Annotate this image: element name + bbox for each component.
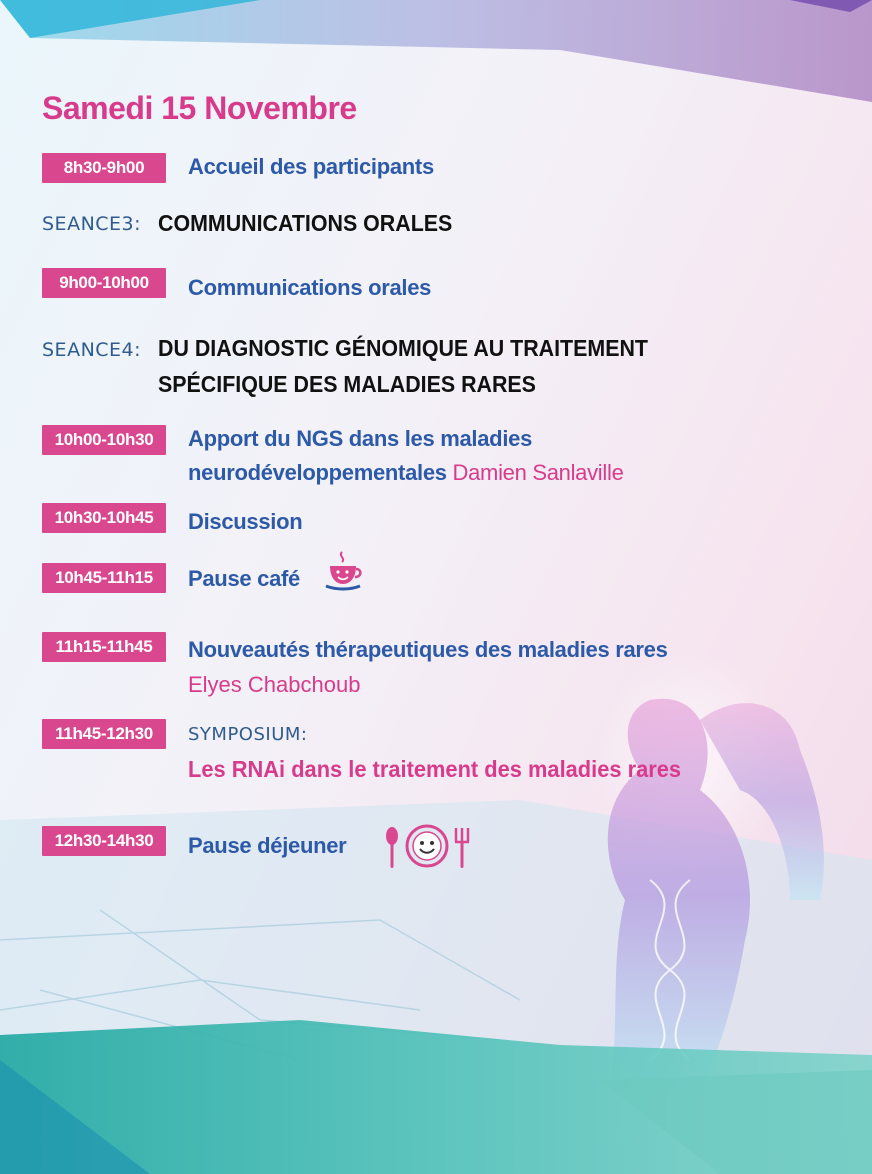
- coffee-cup-icon: [322, 548, 364, 592]
- symposium-label: SYMPOSIUM:: [188, 724, 308, 745]
- time-badge-1145: 11h45-12h30: [42, 719, 166, 749]
- speaker-chabchoub: Elyes Chabchoub: [188, 672, 361, 697]
- meal-plate-icon: [382, 824, 474, 872]
- item-ngs-title-part: neurodéveloppementales: [188, 460, 447, 485]
- item-ngs-line2: [188, 456, 624, 490]
- seance-4-title-line1: DU DIAGNOSTIC GÉNOMIQUE AU TRAITEMENT: [158, 335, 648, 361]
- day-title: Samedi 15 Novembre: [42, 90, 357, 126]
- time-badge-1030: 10h30-10h45: [42, 503, 166, 533]
- item-discussion: Discussion: [188, 509, 303, 534]
- item-ngs-line1: Apport du NGS dans les maladies: [188, 426, 533, 451]
- item-pause-cafe: Pause café: [188, 566, 300, 591]
- speaker-sanlaville: Damien Sanlaville: [452, 460, 624, 485]
- seance-3-title: COMMUNICATIONS ORALES: [158, 210, 453, 236]
- item-accueil: Accueil des participants: [188, 154, 434, 179]
- item-nouveautes: Nouveautés thérapeutiques des maladies rares: [188, 637, 668, 662]
- time-badge-1000: 10h00-10h30: [42, 425, 166, 455]
- symposium-title: Les RNAi dans le traitement des maladies rares: [188, 756, 682, 782]
- time-badge-1115: 11h15-11h45: [42, 632, 166, 662]
- seance-4-title-line2: SPÉCIFIQUE DES MALADIES RARES: [158, 371, 536, 397]
- time-badge-1230: 12h30-14h30: [42, 826, 166, 856]
- time-badge-0900: 9h00-10h00: [42, 268, 166, 298]
- time-badge-0830: 8h30-9h00: [42, 153, 166, 183]
- time-badge-1045: 10h45-11h15: [42, 563, 166, 593]
- seance-3-label: SEANCE3:: [42, 213, 142, 235]
- seance-4-label: SEANCE4:: [42, 339, 142, 361]
- item-pause-dejeuner: Pause déjeuner: [188, 833, 347, 858]
- item-communications: Communications orales: [188, 275, 432, 300]
